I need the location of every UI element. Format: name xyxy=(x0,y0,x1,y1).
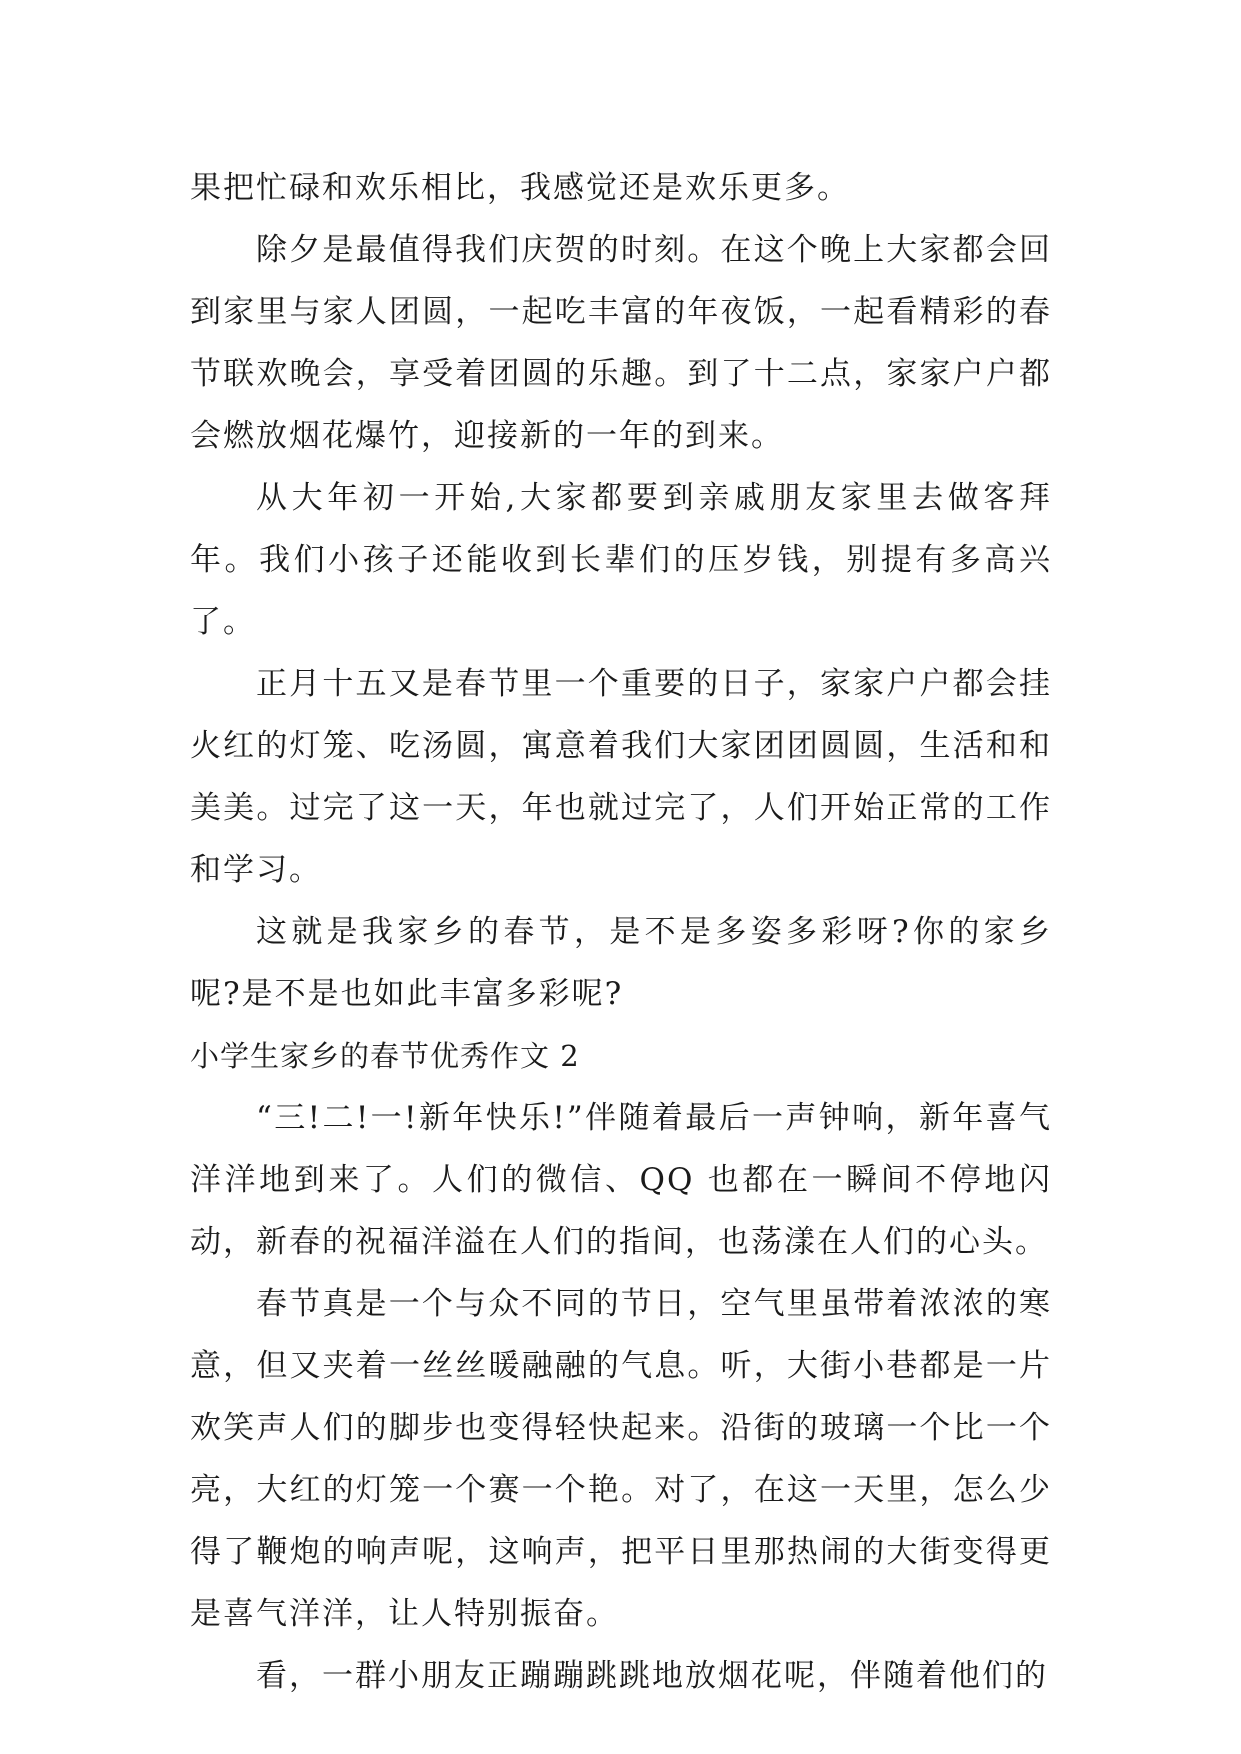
paragraph: 除夕是最值得我们庆贺的时刻。在这个晚上大家都会回到家里与家人团圆，一起吃丰富的年夜饭，一起看精彩的春节联欢晚会，享受着团圆的乐趣。到了十二点，家家户户都会燃放烟花爆竹，迎接新的一年的到来。 xyxy=(190,232,1052,454)
paragraph: 正月十五又是春节里一个重要的日子，家家户户都会挂火红的灯笼、吃汤圆，寓意着我们大家团团圆圆，生活和和美美。过完了这一天，年也就过完了，人们开始正常的工作和学习。 xyxy=(190,666,1052,888)
paragraph: 这就是我家乡的春节，是不是多姿多彩呀?你的家乡呢?是不是也如此丰富多彩呢? xyxy=(190,914,1052,1012)
paragraph: 春节真是一个与众不同的节日，空气里虽带着浓浓的寒意，但又夹着一丝丝暖融融的气息。听，大街小巷都是一片欢笑声人们的脚步也变得轻快起来。沿街的玻璃一个比一个亮，大红的灯笼一个赛一个艳。对了，在这一天里，怎么少得了鞭炮的响声呢，这响声，把平日里那热闹的大街变得更是喜气洋洋，让人特别振奋。 xyxy=(190,1286,1052,1632)
section-heading: 小学生家乡的春节优秀作文 2 xyxy=(190,1039,580,1073)
paragraph: “三!二!一!新年快乐!”伴随着最后一声钟响，新年喜气洋洋地到来了。人们的微信、QQ 也都在一瞬间不停地闪动，新春的祝福洋溢在人们的指间，也荡漾在人们的心头。 xyxy=(190,1100,1052,1260)
paragraph: 从大年初一开始,大家都要到亲戚朋友家里去做客拜年。我们小孩子还能收到长辈们的压岁钱，别提有多高兴了。 xyxy=(190,480,1052,640)
document-body xyxy=(190,157,1052,1707)
paragraph-truncated: 看，一群小朋友正蹦蹦跳跳地放烟花呢，伴随着他们的 xyxy=(256,1658,1048,1694)
paragraph-continuation: 果把忙碌和欢乐相比，我感觉还是欢乐更多。 xyxy=(190,170,850,206)
